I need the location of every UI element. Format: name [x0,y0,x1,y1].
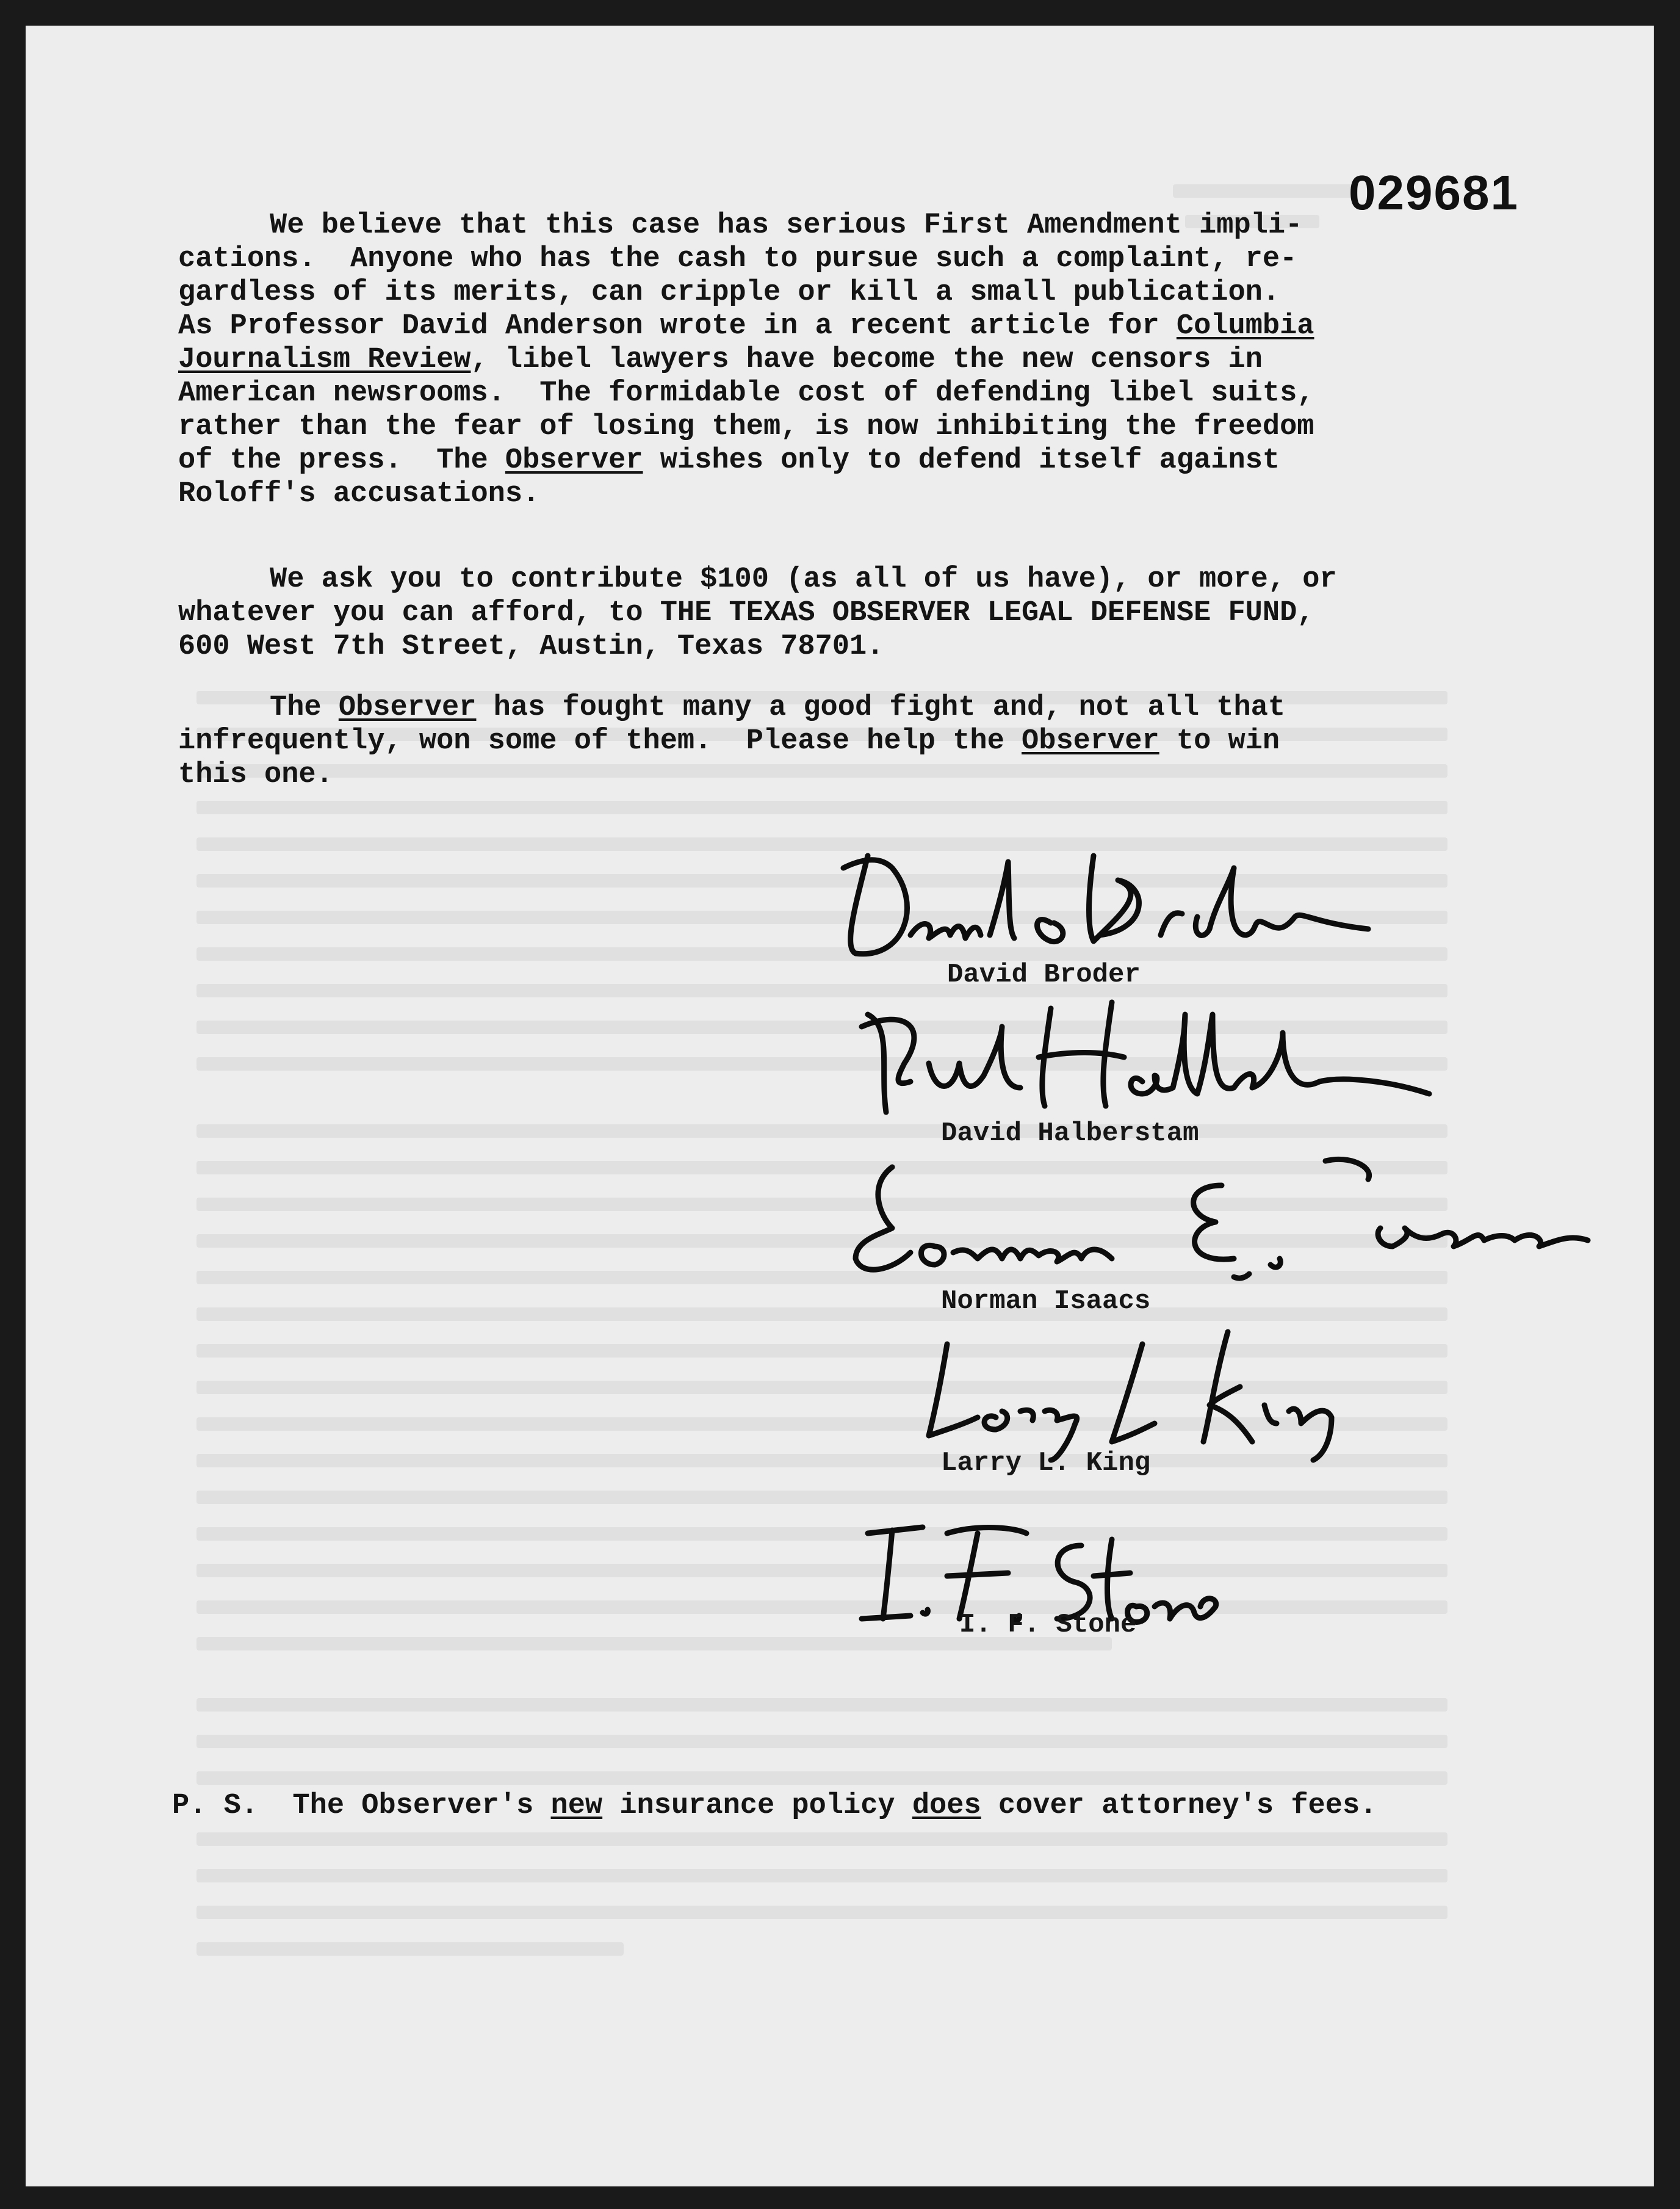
signature-norman-isaacs [843,1149,1600,1283]
text-line: cations. Anyone who has the cash to pursue such a complaint, re- [178,243,1297,275]
emphasis-new: new [550,1790,603,1822]
document-number: 029681 [1349,165,1519,220]
signatory-name: David Halberstam [941,1118,1199,1149]
text-fragment: has fought many a good fight and, not all that [476,692,1286,724]
text-line: rather than the fear of losing them, is now inhibiting the freedom [178,411,1314,443]
text-line [178,309,1472,343]
text-line: We ask you to contribute $100 (as all of us have), or more, or [270,563,1337,596]
signatory-name: David Broder [947,960,1141,990]
text-line: gardless of its merits, can cripple or kill a small publication. [178,277,1280,309]
text-fragment: wishes only to defend itself against [643,444,1280,477]
text-fragment: As Professor David Anderson wrote in a recent article for [178,310,1177,342]
signatory-name: I. F. Stone [959,1610,1137,1640]
signature-david-halberstam [856,990,1435,1124]
observer-name: Observer [505,444,643,477]
postscript-text: P. S. The Observer's [172,1790,551,1822]
text-line: Roloff's accusations. [178,478,540,510]
text-fragment: to win [1159,725,1280,757]
paragraph-first-amendment [178,209,1472,511]
paragraph-contribution-request [178,563,1472,663]
paragraph-good-fight [178,691,1472,792]
observer-name: Observer [338,692,477,724]
text-fragment: The [270,692,339,724]
letter-page [26,26,1654,2186]
text-line [178,444,1472,477]
signature-larry-l-king [910,1320,1338,1466]
text-line: this one. [178,759,333,791]
signatory-name: Larry L. King [941,1448,1151,1478]
text-line [178,343,1472,377]
text-fragment: of the press. The [178,444,505,477]
publication-title-journalism-review: Journalism Review [178,344,471,376]
postscript-text: insurance policy [602,1790,912,1822]
text-fragment: infrequently, won some of them. Please help the [178,725,1022,757]
text-line: We believe that this case has serious First Amendment impli- [270,209,1303,242]
text-line: whatever you can afford, to THE TEXAS OBSERVER LEGAL DEFENSE FUND, [178,597,1314,629]
emphasis-does: does [912,1790,981,1822]
text-line: American newsrooms. The formidable cost of defending libel suits, [178,377,1314,410]
postscript [172,1790,1377,1822]
publication-title-columbia: Columbia [1176,310,1314,342]
text-line [178,691,1472,725]
signatory-name: Norman Isaacs [941,1286,1151,1317]
observer-name: Observer [1022,725,1159,757]
postscript-text: cover attorney's fees. [981,1790,1377,1822]
text-fragment: , libel lawyers have become the new censors in [470,344,1263,376]
text-line: 600 West 7th Street, Austin, Texas 78701. [178,631,884,663]
text-line [178,725,1472,758]
signature-david-broder [831,831,1380,972]
